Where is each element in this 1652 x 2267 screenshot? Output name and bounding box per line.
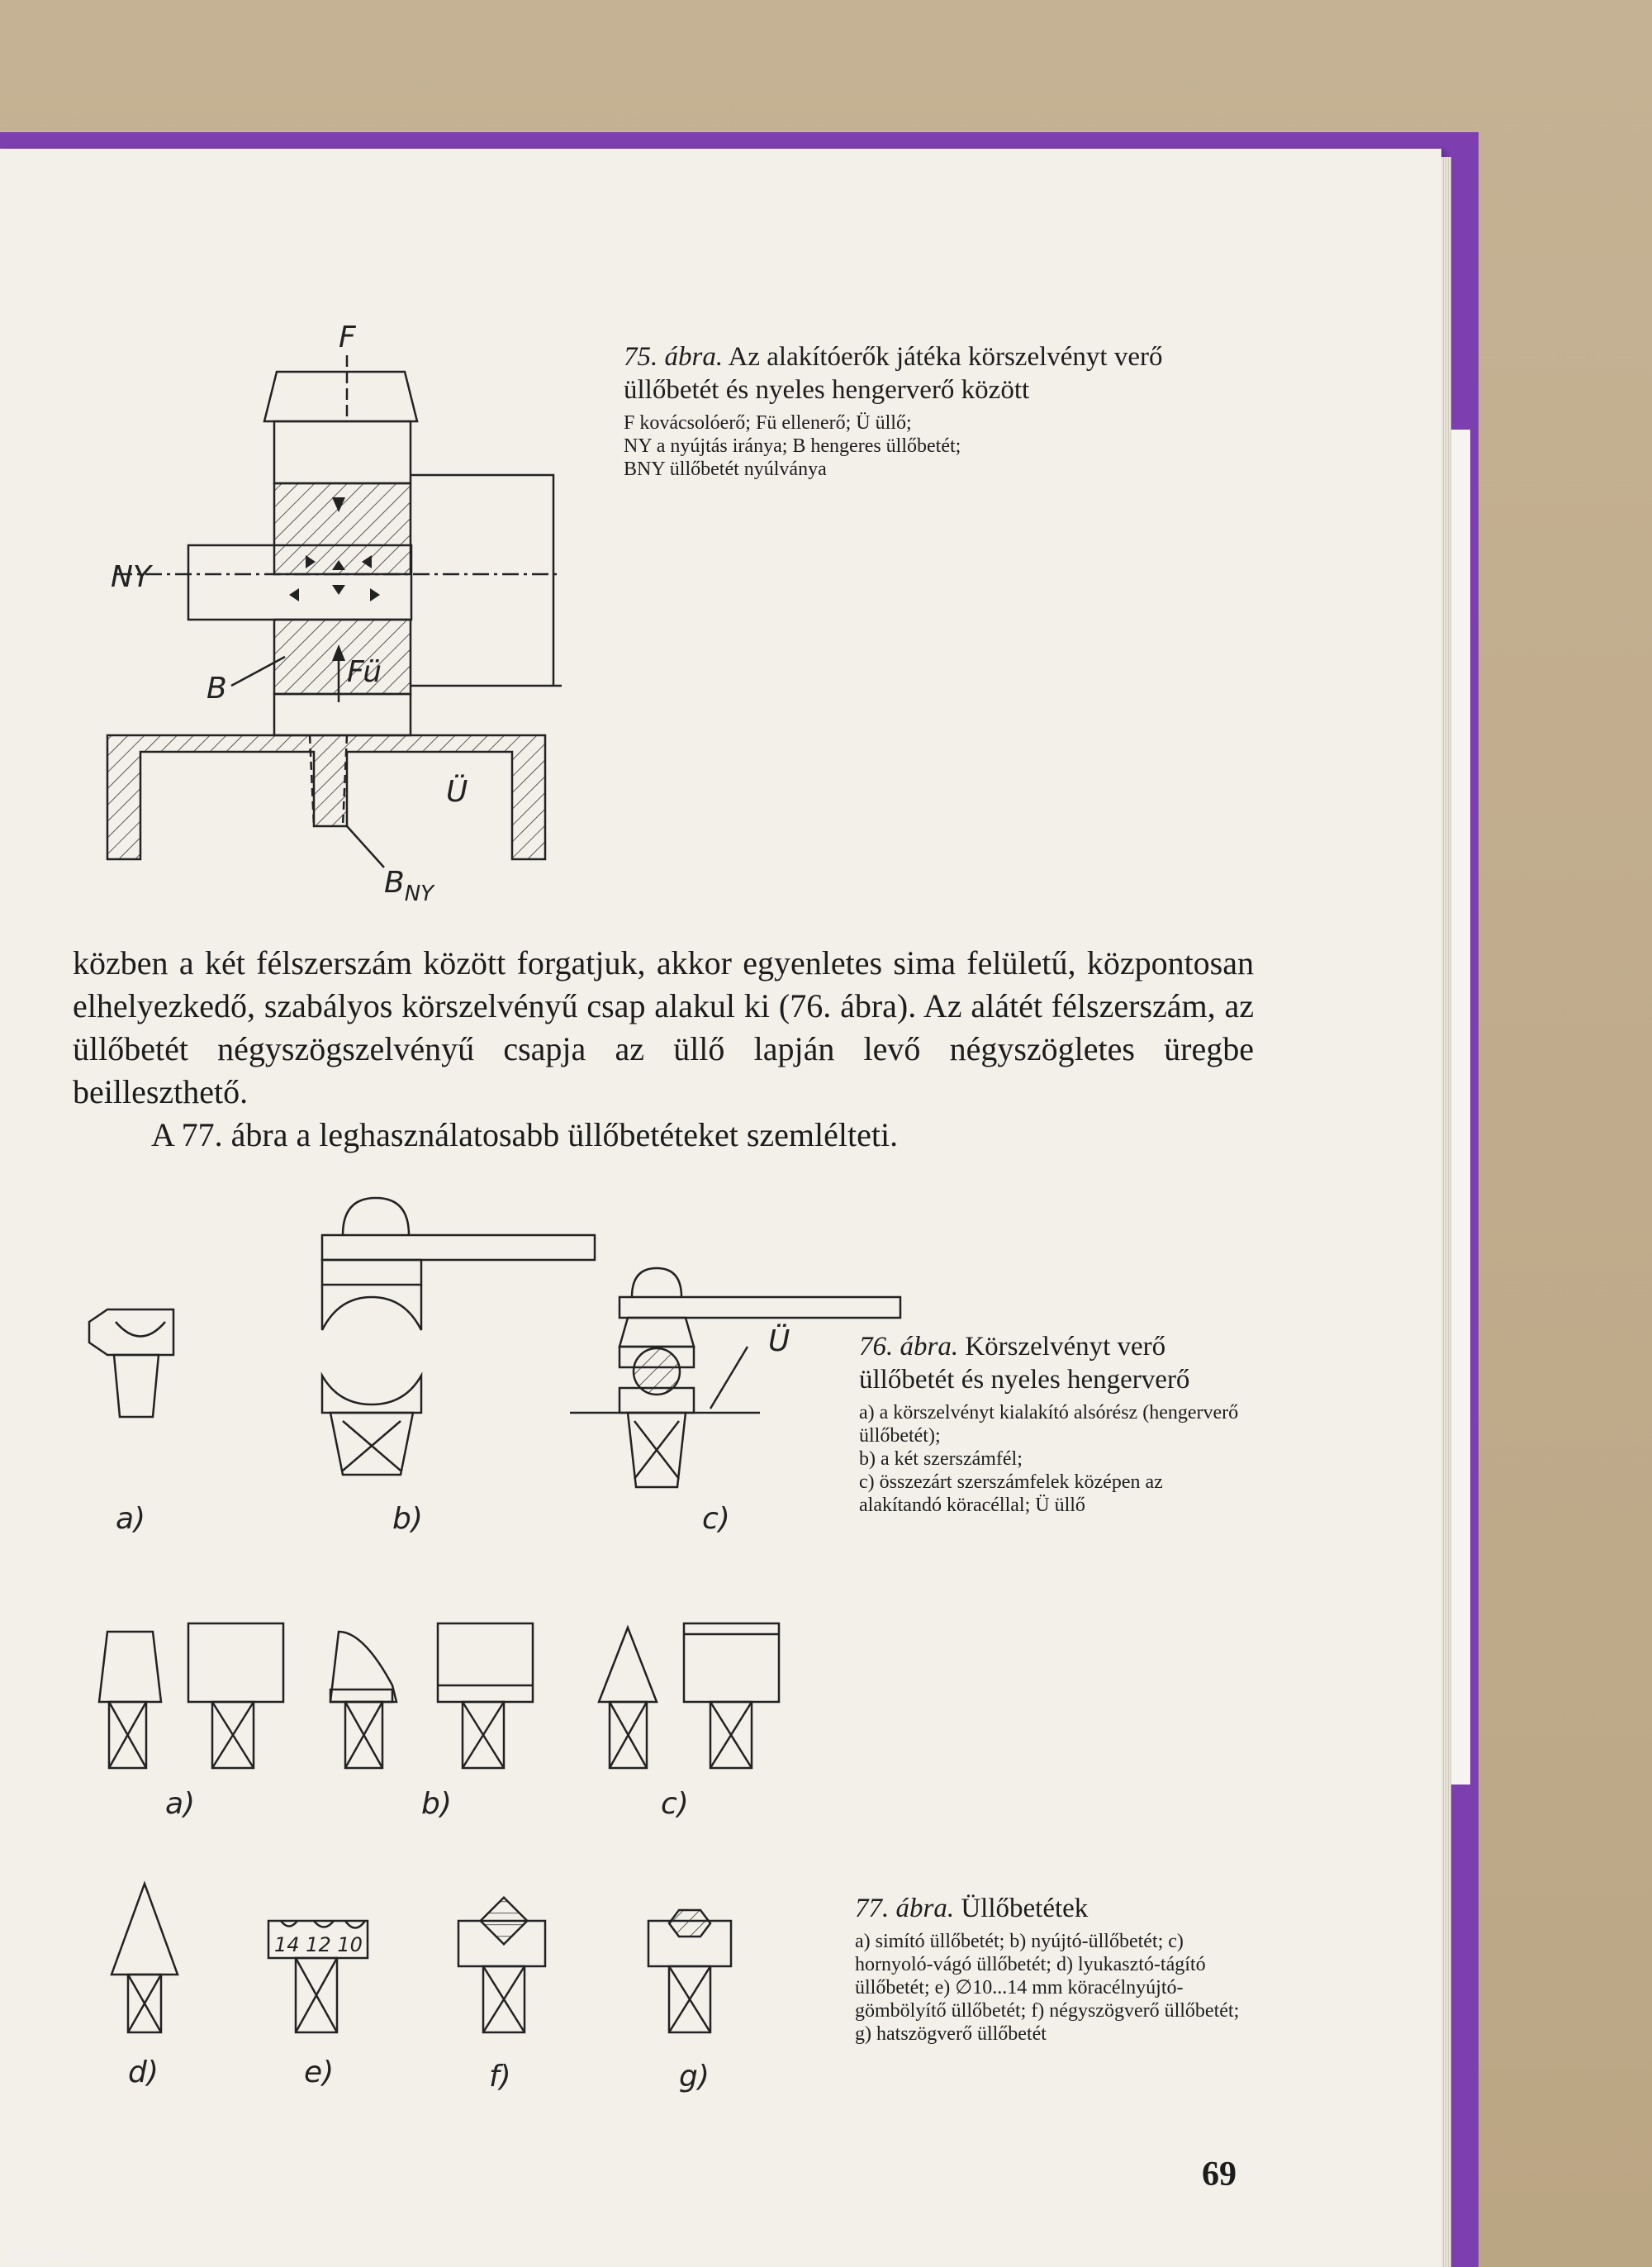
body-text [73,942,1254,1157]
fig75-legend-line: NY a nyújtás iránya; B hengeres üllőbetét; [624,435,961,457]
figure-77-caption [855,1892,1251,2046]
fig77-caption-title: 77. ábra. Üllőbetétek [855,1894,1089,1923]
paragraph-2: A 77. ábra a leghasználatosabb üllőbetéteket szemlélteti. [151,1116,899,1153]
figure-76-caption [859,1330,1247,1517]
fig76-legend [859,1401,1247,1517]
fig75-upper-tool-body [274,421,411,483]
fig75-upper-tool-head [264,372,417,421]
fig76-legend-line: a) a körszelvényt kialakító alsórész (hengerverő üllőbetét); [859,1402,1239,1447]
fig77-label-e: e) [304,2056,335,2089]
watermark: Antikvarium.hu [5,2249,94,2262]
fig76-a-insert [89,1309,173,1417]
fig77-b-stretching [330,1623,533,1768]
fig77-f-square [458,1898,545,2032]
fig76-legend-line: c) összezárt szerszámfelek középen az alakítandó köracéllal; Ü üllő [859,1471,1163,1516]
fig77-a-smoothing [99,1623,283,1768]
fig76-b-halves [322,1198,595,1475]
fig77-label-a: a) [165,1787,196,1821]
fig75-label-NY: NY [111,560,151,594]
figure-77-drawing [83,1611,826,2123]
fig76-label-U: Ü [768,1324,790,1358]
fig75-label-Fu: Fü [347,655,382,689]
figure-75-drawing [99,321,595,906]
fig75-label-U: Ü [446,775,468,809]
fig77-label-b: b) [421,1787,452,1821]
fig75-handle [411,475,553,686]
page-edges [1441,157,1451,2267]
fig77-g-hexagon [648,1910,731,2032]
fig76-caption-title: 76. ábra. Körszelvényt verő üllőbetét és nyeles hengerverő [859,1332,1190,1395]
figure-76-drawing [83,1190,843,1553]
fig75-label-B: B [206,672,227,706]
page-number: 69 [1202,2155,1237,2193]
figure-75-caption [624,340,1251,481]
fig76-legend-line: b) a két szerszámfél; [859,1448,1023,1470]
fig75-upper-half [274,483,411,574]
fig77-label-g: g) [679,2060,710,2094]
fig76-label-c: c) [702,1502,730,1536]
fig77-c-grooving [599,1623,779,1768]
fig77-label-c: c) [661,1787,689,1821]
fig75-label-F: F [339,321,356,354]
fig76-label-a: a) [116,1502,146,1536]
paragraph-1: közben a két félszerszám között forgatjuk, akkor egyenletes sima felületű, központosan elhelyezkedő, szabályos körszelvényű csap alakul ki (76. ábra). Az alátét félszerszám, az üllőbetét négyszögszelvényű csapja az üllő lapján levő négyszögletes üregbe beilleszthető. [73,944,1254,1110]
fig75-caption-title: 75. ábra. Az alakítóerők játéka körszelvényt verő üllőbetét és nyeles hengerverő között [624,342,1163,405]
fig77-label-f: f) [489,2060,511,2094]
fig77-e-marks: 14 12 10 [274,1933,363,1956]
fig77-label-d: d) [128,2056,159,2089]
fig77-d-punching [112,1884,178,2032]
fig75-anvil [107,735,545,859]
fig75-legend [624,411,1251,481]
fig77-legend: a) simító üllőbetét; b) nyújtó-üllőbetét; c) hornyoló-vágó üllőbetét; d) lyukasztó-tágító üllőbetét; e) ∅10...14 mm köracélnyújtó-gömbölyítő üllőbetét; f) négyszögverő üllőbetét; g) hatszögverő üllőbetét [855,1931,1240,2045]
fig75-legend-line: F kovácsolóerő; Fü ellenerő; Ü üllő; [624,412,912,434]
fig77-e-round-bar [268,1921,368,2032]
fig76-label-b: b) [392,1502,423,1536]
fig75-label-BNY: $B_{NY}$ [384,866,434,906]
fig75-legend-line: BNY üllőbetét nyúlványa [624,459,827,480]
